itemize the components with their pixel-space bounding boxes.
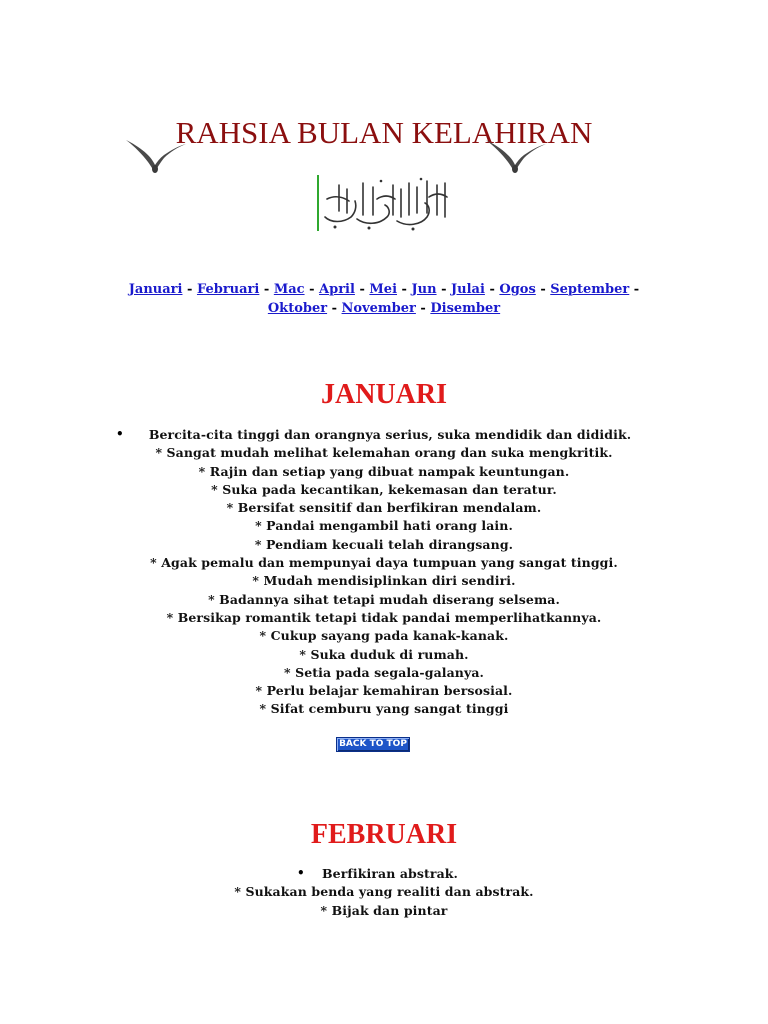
nav-link-april[interactable]: April — [319, 282, 355, 297]
nav-link-jun[interactable]: Jun — [411, 282, 437, 297]
nav-separator: - — [489, 282, 495, 297]
nav-link-mei[interactable]: Mei — [369, 282, 398, 297]
list-item: * Mudah mendisiplinkan diri sendiri. — [252, 573, 516, 589]
nav-separator: - — [401, 282, 407, 297]
list-item: * Bersifat sensitif dan berfikiran mendalam. — [226, 500, 542, 516]
nav-link-januari[interactable]: Januari — [128, 282, 183, 297]
list-item: * Rajin dan setiap yang dibuat nampak keuntungan. — [198, 463, 570, 479]
nav-separator: - — [633, 282, 640, 297]
nav-separator: - — [331, 301, 338, 316]
list-item: * Cukup sayang pada kanak-kanak. — [259, 628, 509, 644]
januari-traits-list — [100, 426, 668, 719]
bullet-icon: • — [297, 866, 305, 880]
nav-link-november[interactable]: November — [341, 301, 416, 316]
nav-separator: - — [187, 282, 193, 297]
page-title: RAHSIA BULAN KELAHIRAN — [175, 114, 593, 150]
februari-traits-list — [100, 865, 668, 920]
bird-icon — [484, 138, 548, 176]
nav-link-februari[interactable]: Februari — [196, 282, 260, 297]
nav-separator: - — [441, 282, 447, 297]
list-item: * Sifat cemburu yang sangat tinggi — [259, 701, 509, 717]
section-title-februari: FEBRUARI — [310, 819, 458, 851]
list-item: * Sukakan benda yang realiti dan abstrak. — [234, 884, 534, 900]
list-item: * Suka pada kecantikan, kekemasan dan teratur. — [211, 481, 557, 497]
nav-link-julai[interactable]: Julai — [451, 282, 485, 297]
nav-separator: - — [309, 282, 315, 297]
list-item: Berfikiran abstrak. — [321, 866, 458, 881]
list-item: * Agak pemalu dan mempunyai daya tumpuan yang sangat tinggi. — [150, 555, 618, 571]
list-item: * Sangat mudah melihat kelemahan orang dan suka mengkritik. — [155, 445, 613, 461]
nav-link-disember[interactable]: Disember — [430, 301, 501, 316]
nav-link-oktober[interactable]: Oktober — [267, 301, 328, 316]
nav-separator: - — [420, 301, 426, 316]
list-item: * Pandai mengambil hati orang lain. — [255, 518, 513, 534]
bird-icon — [124, 138, 188, 176]
nav-link-september[interactable]: September — [550, 282, 630, 297]
nav-link-ogos[interactable]: Ogos — [499, 282, 536, 297]
list-item: * Bersikap romantik tetapi tidak pandai memperlihatkannya. — [166, 609, 602, 625]
bullet-icon: • — [116, 427, 124, 441]
bismillah-calligraphy — [317, 173, 451, 233]
back-to-top-button[interactable]: BACK TO TOP — [336, 737, 410, 752]
list-item: * Suka duduk di rumah. — [299, 646, 469, 662]
list-item: * Setia pada segala-galanya. — [283, 664, 485, 680]
section-title-januari: JANUARI — [321, 379, 447, 411]
month-nav — [100, 280, 668, 318]
nav-separator: - — [359, 282, 365, 297]
list-item: Bercita-cita tinggi dan orangnya serius, suka mendidik dan dididik. — [148, 427, 632, 442]
list-item: * Badannya sihat tetapi mudah diserang selsema. — [208, 591, 560, 607]
list-item: * Perlu belajar kemahiran bersosial. — [255, 683, 513, 699]
nav-separator: - — [263, 282, 270, 297]
nav-link-mac[interactable]: Mac — [273, 282, 305, 297]
list-item: * Bijak dan pintar — [320, 902, 448, 918]
nav-separator: - — [540, 282, 546, 297]
list-item: * Pendiam kecuali telah dirangsang. — [254, 536, 514, 552]
